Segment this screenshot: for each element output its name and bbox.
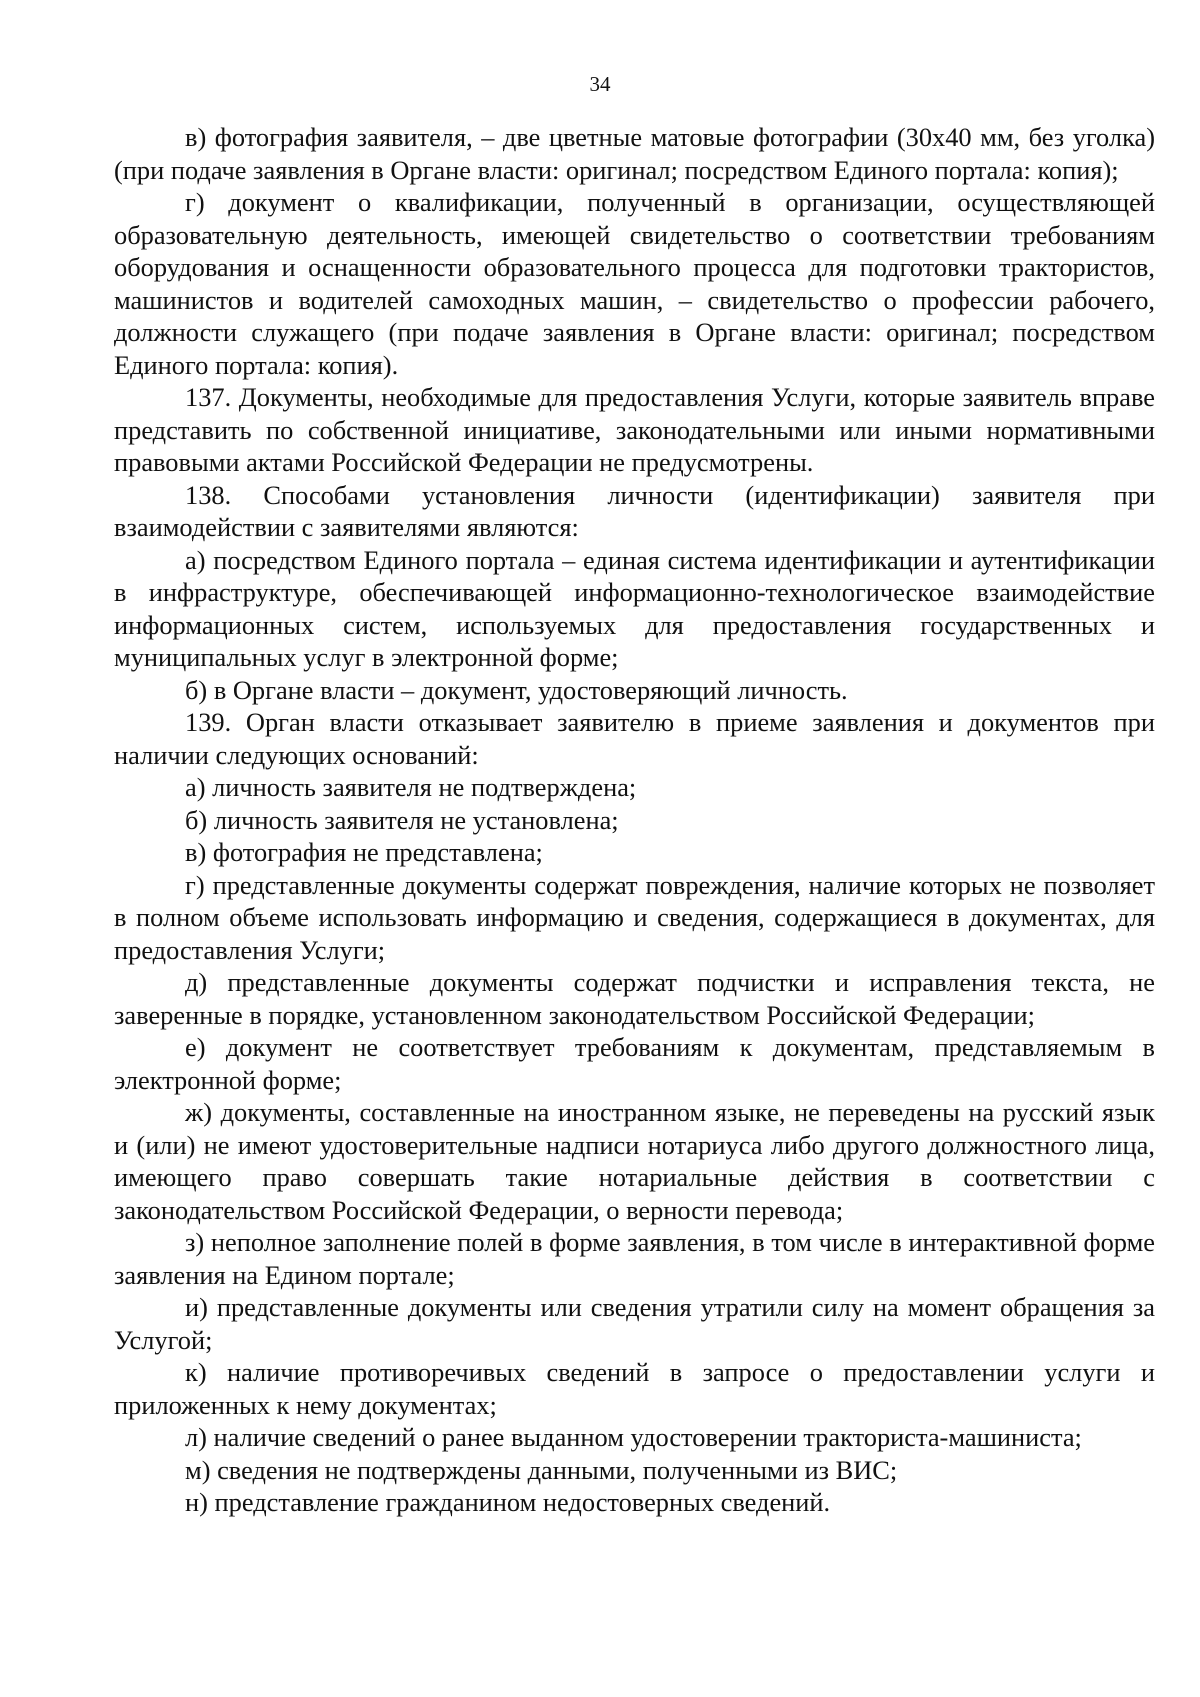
paragraph-138-item-a: а) посредством Единого портала – единая система идентификации и аутентификации в инфраструктуре, обеспечивающей информационно-технологическое взаимодействие информационных систем, используемых для предоставления государственных и муниципальных услуг в электронной форме; bbox=[114, 544, 1155, 672]
paragraph-139: 139. Орган власти отказывает заявителю в приеме заявления и документов при наличии следующих оснований: bbox=[114, 707, 1155, 770]
paragraph-138-item-b: б) в Органе власти – документ, удостоверяющий личность. bbox=[185, 674, 848, 705]
paragraph-139-item-i: и) представленные документы или сведения утратили силу на момент обращения за Услугой; bbox=[114, 1292, 1155, 1355]
paragraph-139-item-a: а) личность заявителя не подтверждена; bbox=[185, 772, 637, 802]
page-number: 34 bbox=[589, 72, 611, 96]
paragraph-139-item-b: б) личность заявителя не установлена; bbox=[185, 804, 619, 835]
paragraph-139-item-zh: ж) документы, составленные на иностранном языке, не переведены на русский язык и (или) не имеют удостоверительные надписи нотариуса либо другого должностного лица, имеющего право совершать такие нотариальные действия в соответствии с законодательством Российской Федерации, о верности перевода; bbox=[114, 1097, 1155, 1225]
paragraph-item-v-photo: в) фотография заявителя, – две цветные матовые фотографии (30х40 мм, без уголка) (при подаче заявления в Органе власти: оригинал; посредством Единого портала: копия); bbox=[114, 122, 1155, 185]
paragraph-139-item-m: м) сведения не подтверждены данными, полученными из ВИС; bbox=[185, 1454, 898, 1485]
paragraph-139-item-g: г) представленные документы содержат повреждения, наличие которых не позволяет в полном объеме использовать информацию и сведения, содержащиеся в документах, для предоставления Услуги; bbox=[114, 869, 1155, 965]
paragraph-139-item-k: к) наличие противоречивых сведений в запросе о предоставлении услуги и приложенных к нему документах; bbox=[114, 1357, 1155, 1420]
paragraph-139-item-l: л) наличие сведений о ранее выданном удостоверении тракториста-машиниста; bbox=[185, 1422, 1082, 1452]
paragraph-139-item-d: д) представленные документы содержат подчистки и исправления текста, не заверенные в порядке, установленном законодательством Российской Федерации; bbox=[114, 967, 1155, 1030]
paragraph-139-item-v: в) фотография не представлена; bbox=[185, 837, 543, 867]
paragraph-139-item-e: е) документ не соответствует требованиям к документам, представляемым в электронной форме; bbox=[114, 1032, 1155, 1095]
paragraph-139-item-n: н) представление гражданином недостоверных сведений. bbox=[185, 1487, 831, 1517]
document-body bbox=[114, 121, 1155, 1519]
paragraph-137: 137. Документы, необходимые для предоставления Услуги, которые заявитель вправе представить по собственной инициативе, законодательными или иными нормативными правовыми актами Российской Федерации не предусмотрены. bbox=[114, 382, 1155, 477]
paragraph-138: 138. Способами установления личности (идентификации) заявителя при взаимодействии с заявителями являются: bbox=[114, 479, 1155, 542]
paragraph-139-item-z: з) неполное заполнение полей в форме заявления, в том числе в интерактивной форме заявления на Едином портале; bbox=[114, 1227, 1155, 1290]
paragraph-item-g-qualification: г) документ о квалификации, полученный в организации, осуществляющей образовательную деятельность, имеющей свидетельство о соответствии требованиям оборудования и оснащенности образовательного процесса для подготовки трактористов, машинистов и водителей самоходных машин, – свидетельство о профессии рабочего, должности служащего (при подаче заявления в Органе власти: оригинал; посредством Единого портала: копия). bbox=[114, 187, 1155, 380]
